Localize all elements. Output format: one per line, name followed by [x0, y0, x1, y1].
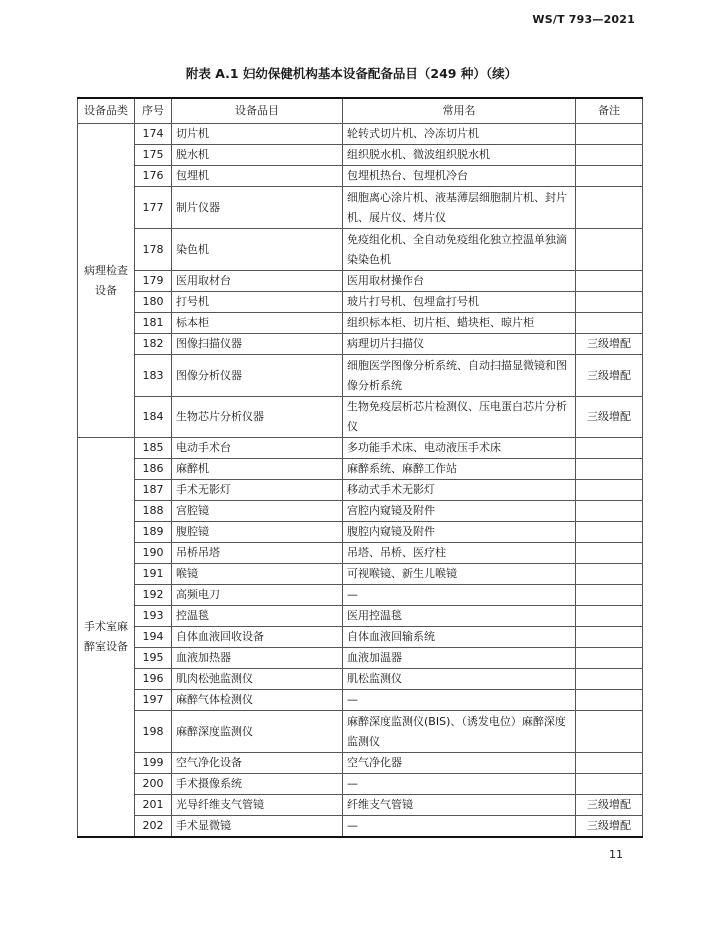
common-name-cell: 吊塔、吊桥、医疗柱 [343, 543, 576, 564]
item-number-cell: 174 [135, 124, 172, 145]
table-row [78, 187, 643, 229]
remark-cell [576, 606, 643, 627]
item-number-cell: 195 [135, 648, 172, 669]
remark-cell [576, 522, 643, 543]
item-number-cell: 202 [135, 816, 172, 838]
table-row [78, 669, 643, 690]
remark-cell [576, 271, 643, 292]
category-line: 手术室麻 [84, 620, 128, 633]
category-cell [78, 438, 135, 838]
remark-cell [576, 543, 643, 564]
item-name-cell: 脱水机 [172, 145, 343, 166]
table-body [78, 124, 643, 838]
common-name-cell: 血液加温器 [343, 648, 576, 669]
common-name-cell: 细胞离心涂片机、液基薄层细胞制片机、封片机、展片仪、烤片仪 [343, 187, 576, 229]
item-name-cell: 手术无影灯 [172, 480, 343, 501]
common-name-cell: 自体血液回输系统 [343, 627, 576, 648]
table-row [78, 522, 643, 543]
category-line: 醉室设备 [84, 640, 128, 653]
remark-cell [576, 669, 643, 690]
item-number-cell: 180 [135, 292, 172, 313]
item-number-cell: 186 [135, 459, 172, 480]
item-number-cell: 183 [135, 355, 172, 397]
equipment-table [77, 97, 643, 838]
item-name-cell: 麻醉深度监测仪 [172, 711, 343, 753]
item-name-cell: 光导纤维支气管镜 [172, 795, 343, 816]
remark-cell [576, 292, 643, 313]
table-row [78, 606, 643, 627]
item-number-cell: 185 [135, 438, 172, 459]
item-name-cell: 电动手术台 [172, 438, 343, 459]
common-name-cell: 宫腔内窥镜及附件 [343, 501, 576, 522]
common-name-cell: — [343, 774, 576, 795]
common-name-cell: 移动式手术无影灯 [343, 480, 576, 501]
table-row [78, 795, 643, 816]
table-row [78, 124, 643, 145]
remark-cell [576, 648, 643, 669]
common-name-cell: 腹腔内窥镜及附件 [343, 522, 576, 543]
remark-cell [576, 480, 643, 501]
table-row [78, 355, 643, 397]
common-name-cell: 空气净化器 [343, 753, 576, 774]
item-number-cell: 177 [135, 187, 172, 229]
item-name-cell: 打号机 [172, 292, 343, 313]
table-row [78, 774, 643, 795]
item-number-cell: 181 [135, 313, 172, 334]
item-name-cell: 手术摄像系统 [172, 774, 343, 795]
common-name-cell: 医用取材操作台 [343, 271, 576, 292]
table-row [78, 753, 643, 774]
remark-cell: 三级增配 [576, 397, 643, 438]
common-name-cell: 麻醉系统、麻醉工作站 [343, 459, 576, 480]
common-name-cell: — [343, 816, 576, 838]
table-row [78, 229, 643, 271]
remark-cell [576, 501, 643, 522]
table-title: 附表 A.1 妇幼保健机构基本设备配备品目（249 种）（续） [185, 66, 518, 81]
item-name-cell: 染色机 [172, 229, 343, 271]
remark-cell: 三级增配 [576, 816, 643, 838]
item-number-cell: 197 [135, 690, 172, 711]
item-number-cell: 189 [135, 522, 172, 543]
remark-cell: 三级增配 [576, 795, 643, 816]
common-name-cell: 组织脱水机、微波组织脱水机 [343, 145, 576, 166]
common-name-cell: — [343, 690, 576, 711]
table-row [78, 480, 643, 501]
item-name-cell: 医用取材台 [172, 271, 343, 292]
page-number: 11 [609, 848, 623, 861]
table-row [78, 816, 643, 838]
item-number-cell: 190 [135, 543, 172, 564]
table-row [78, 166, 643, 187]
common-name-cell: 病理切片扫描仪 [343, 334, 576, 355]
common-name-cell: 轮转式切片机、冷冻切片机 [343, 124, 576, 145]
item-number-cell: 193 [135, 606, 172, 627]
item-name-cell: 自体血液回收设备 [172, 627, 343, 648]
table-row [78, 648, 643, 669]
category-cell [78, 124, 135, 438]
table-row [78, 585, 643, 606]
common-name-cell: 医用控温毯 [343, 606, 576, 627]
column-header-remark: 备注 [576, 98, 643, 124]
standard-code: WS/T 793—2021 [532, 13, 635, 26]
common-name-cell: 玻片打号机、包埋盒打号机 [343, 292, 576, 313]
table-row [78, 501, 643, 522]
table-header-row [78, 98, 643, 124]
item-name-cell: 生物芯片分析仪器 [172, 397, 343, 438]
common-name-cell: 多功能手术床、电动液压手术床 [343, 438, 576, 459]
item-name-cell: 麻醉机 [172, 459, 343, 480]
column-header-number: 序号 [135, 98, 172, 124]
item-name-cell: 图像分析仪器 [172, 355, 343, 397]
table-row [78, 271, 643, 292]
remark-cell [576, 438, 643, 459]
remark-cell [576, 711, 643, 753]
item-name-cell: 图像扫描仪器 [172, 334, 343, 355]
category-line: 病理检查 [84, 263, 128, 277]
item-name-cell: 麻醉气体检测仪 [172, 690, 343, 711]
item-number-cell: 194 [135, 627, 172, 648]
table-row [78, 313, 643, 334]
item-name-cell: 标本柜 [172, 313, 343, 334]
column-header-category: 设备品类 [78, 98, 135, 124]
remark-cell [576, 774, 643, 795]
common-name-cell: 可视喉镜、新生儿喉镜 [343, 564, 576, 585]
item-number-cell: 175 [135, 145, 172, 166]
common-name-cell: 纤维支气管镜 [343, 795, 576, 816]
item-name-cell: 宫腔镜 [172, 501, 343, 522]
common-name-cell: 肌松监测仪 [343, 669, 576, 690]
item-name-cell: 手术显微镜 [172, 816, 343, 838]
table-row [78, 145, 643, 166]
item-name-cell: 高频电刀 [172, 585, 343, 606]
item-number-cell: 201 [135, 795, 172, 816]
table-row [78, 292, 643, 313]
item-number-cell: 182 [135, 334, 172, 355]
remark-cell [576, 564, 643, 585]
table-row [78, 543, 643, 564]
table-row [78, 564, 643, 585]
table-row [78, 711, 643, 753]
remark-cell: 三级增配 [576, 355, 643, 397]
common-name-cell: 免疫组化机、全自动免疫组化独立控温单独滴染染色机 [343, 229, 576, 271]
remark-cell: 三级增配 [576, 334, 643, 355]
remark-cell [576, 690, 643, 711]
remark-cell [576, 124, 643, 145]
item-number-cell: 178 [135, 229, 172, 271]
remark-cell [576, 753, 643, 774]
remark-cell [576, 166, 643, 187]
item-name-cell: 吊桥吊塔 [172, 543, 343, 564]
remark-cell [576, 313, 643, 334]
item-number-cell: 179 [135, 271, 172, 292]
item-name-cell: 切片机 [172, 124, 343, 145]
item-number-cell: 198 [135, 711, 172, 753]
table-row [78, 334, 643, 355]
item-name-cell: 肌肉松弛监测仪 [172, 669, 343, 690]
item-number-cell: 196 [135, 669, 172, 690]
table-row [78, 627, 643, 648]
remark-cell [576, 187, 643, 229]
item-number-cell: 184 [135, 397, 172, 438]
column-header-item: 设备品目 [172, 98, 343, 124]
item-number-cell: 192 [135, 585, 172, 606]
remark-cell [576, 459, 643, 480]
item-name-cell: 包埋机 [172, 166, 343, 187]
common-name-cell: 组织标本柜、切片柜、蜡块柜、晾片柜 [343, 313, 576, 334]
remark-cell [576, 145, 643, 166]
column-header-common-name: 常用名 [343, 98, 576, 124]
item-name-cell: 控温毯 [172, 606, 343, 627]
item-number-cell: 187 [135, 480, 172, 501]
remark-cell [576, 585, 643, 606]
common-name-cell: 生物免疫层析芯片检测仪、压电蛋白芯片分析仪 [343, 397, 576, 438]
item-number-cell: 199 [135, 753, 172, 774]
common-name-cell: 包埋机热台、包埋机冷台 [343, 166, 576, 187]
common-name-cell: 麻醉深度监测仪(BIS)、（诱发电位）麻醉深度监测仪 [343, 711, 576, 753]
item-number-cell: 188 [135, 501, 172, 522]
table-row [78, 438, 643, 459]
item-number-cell: 176 [135, 166, 172, 187]
item-number-cell: 200 [135, 774, 172, 795]
common-name-cell: 细胞医学图像分析系统、自动扫描显微镜和图像分析系统 [343, 355, 576, 397]
item-name-cell: 喉镜 [172, 564, 343, 585]
category-line: 设备 [95, 283, 117, 297]
common-name-cell: — [343, 585, 576, 606]
table-row [78, 690, 643, 711]
item-number-cell: 191 [135, 564, 172, 585]
item-name-cell: 腹腔镜 [172, 522, 343, 543]
table-row [78, 459, 643, 480]
item-name-cell: 制片仪器 [172, 187, 343, 229]
item-name-cell: 血液加热器 [172, 648, 343, 669]
table-row [78, 397, 643, 438]
remark-cell [576, 627, 643, 648]
remark-cell [576, 229, 643, 271]
item-name-cell: 空气净化设备 [172, 753, 343, 774]
